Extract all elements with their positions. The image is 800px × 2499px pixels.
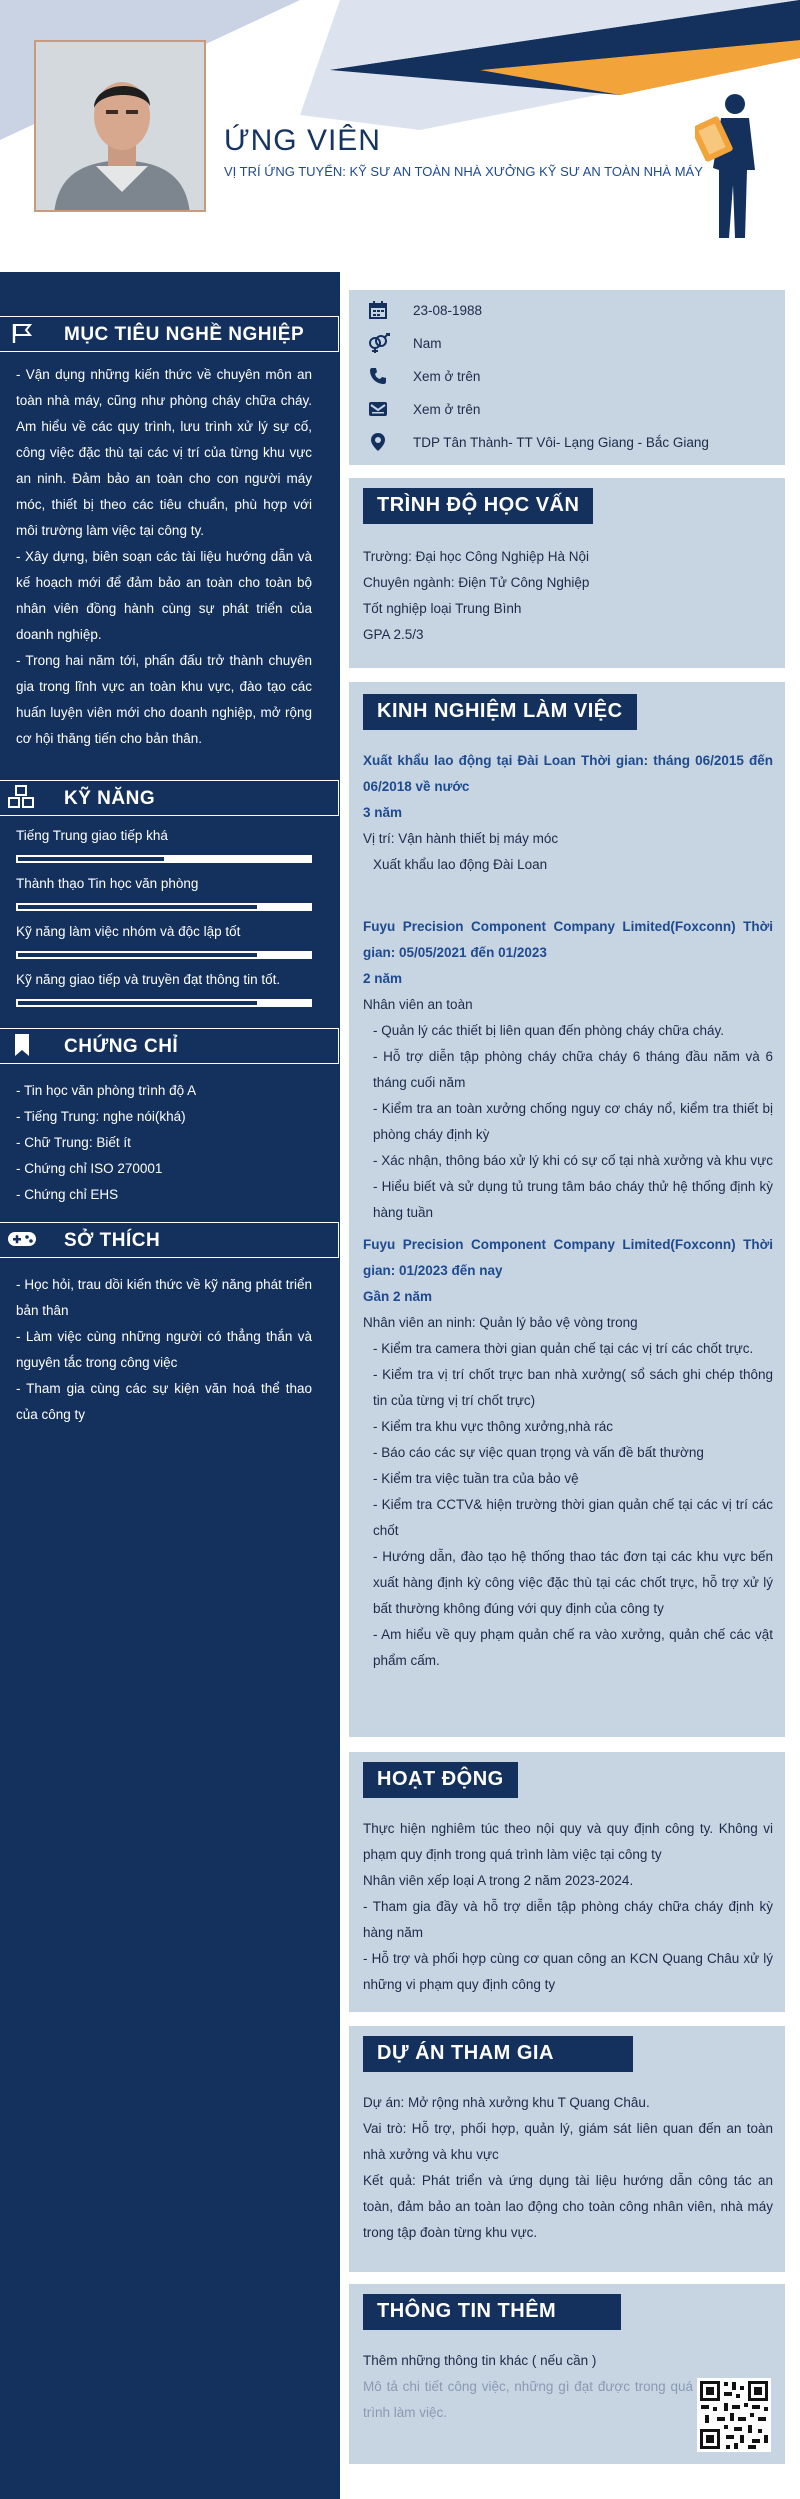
education-line: Trường: Đại học Công Nghiệp Hà Nội <box>363 549 589 564</box>
job-role: Nhân viên an ninh: Quản lý bảo vệ vòng trong <box>363 1315 638 1330</box>
job-duration: 3 năm <box>363 805 403 820</box>
projects-panel <box>349 2026 785 2272</box>
more-info-details <box>363 2348 693 2426</box>
activities-details <box>363 1816 773 1998</box>
skill-item <box>16 828 312 863</box>
contact-panel <box>349 290 785 465</box>
education-line: GPA 2.5/3 <box>363 627 424 642</box>
skill-item <box>16 972 312 1007</box>
job-task: - Am hiểu về quy phạm quản chế ra vào xưởng, quản chế các vật phẩm cấm. <box>373 1627 773 1668</box>
more-info-title: THÔNG TIN THÊM <box>363 2294 621 2330</box>
phone-row <box>363 364 480 388</box>
phone-icon <box>363 367 393 385</box>
birthday-value: 23-08-1988 <box>413 302 483 318</box>
job-task: - Kiểm tra camera thời gian quản chế tại các vị trí các chốt trực. <box>373 1341 754 1356</box>
activities-title: HOẠT ĐỘNG <box>363 1762 518 1798</box>
job-task: Xuất khẩu lao động Đài Loan <box>373 857 548 872</box>
education-line: Tốt nghiệp loại Trung Bình <box>363 601 522 616</box>
address-value: TDP Tân Thành- TT Vôi- Lạng Giang - Bắc Giang <box>413 434 709 450</box>
gender-value: Nam <box>413 335 442 351</box>
certificate-item: - Chứng chỉ ISO 270001 <box>16 1161 163 1176</box>
gender-icon <box>363 333 393 353</box>
experience-panel <box>349 682 785 1737</box>
certificate-item: - Tiếng Trung: nghe nói(khá) <box>16 1109 186 1124</box>
more-info-line: Thêm những thông tin khác ( nếu cần ) <box>363 2353 597 2368</box>
certificates-list <box>16 1078 312 1208</box>
objective-header <box>0 316 340 350</box>
address-row <box>363 430 709 454</box>
more-info-placeholder: Mô tả chi tiết công việc, những gì đạt được trong quá trình làm việc. <box>363 2379 693 2420</box>
candidate-name: ỨNG VIÊN <box>224 124 381 157</box>
job-entry <box>363 748 773 878</box>
skills-header <box>0 780 340 814</box>
hobby-item: - Làm việc cùng những người có thẳng thắn và nguyên tắc trong công việc <box>16 1329 312 1370</box>
job-heading: Fuyu Precision Component Company Limited(Foxconn) Thời gian: 01/2023 đến nay <box>363 1237 773 1278</box>
flag-icon <box>2 318 42 348</box>
hobby-item: - Tham gia cùng các sự kiện văn hoá thể thao của công ty <box>16 1381 312 1422</box>
job-task: - Báo cáo các sự việc quan trọng và vấn đề bất thường <box>373 1445 704 1460</box>
skill-item <box>16 876 312 911</box>
certificate-item: - Chữ Trung: Biết ít <box>16 1135 131 1150</box>
job-task: - Xác nhận, thông báo xử lý khi có sự cố tại nhà xưởng và khu vực <box>373 1153 773 1168</box>
objective-paragraph-3: - Trong hai năm tới, phấn đấu trở thành chuyên gia trong lĩnh vực an toàn khu vực, đào tạo các huấn luyện viên mới cho doanh nghiệp, mở rộng cơ hội thăng tiến cho bản thân. <box>16 653 312 746</box>
projects-title: DỰ ÁN THAM GIA <box>363 2036 633 2072</box>
activity-line: - Tham gia đầy và hỗ trợ diễn tập phòng cháy chữa cháy định kỳ hàng năm <box>363 1899 773 1940</box>
objective-paragraph-1: - Vận dụng những kiến thức về chuyên môn an toàn nhà máy, cũng như phòng cháy chữa cháy. Am hiểu về các quy trình, lưu trình xử lý sự cố, công việc đặc thù tại các vị trí của từng khu vực an ninh. Đảm bảo an toàn cho con người máy móc, thiết bị theo các tiêu chuẩn, phù hợp với môi trường làm việc tại công ty. <box>16 367 312 538</box>
project-line: Vai trò: Hỗ trợ, phối hợp, quản lý, giám sát liên quan đến an toàn nhà xưởng và khu vực <box>363 2121 773 2162</box>
job-heading: Xuất khẩu lao động tại Đài Loan Thời gian: tháng 06/2015 đến 06/2018 về nước <box>363 753 773 794</box>
education-line: Chuyên ngành: Điện Tử Công Nghiệp <box>363 575 590 590</box>
job-duration: 2 năm <box>363 971 403 986</box>
map-pin-icon <box>363 432 393 452</box>
phone-value: Xem ở trên <box>413 368 481 384</box>
objective-text <box>16 362 312 752</box>
email-row <box>363 397 480 421</box>
qr-code-icon <box>697 2378 771 2452</box>
projects-details <box>363 2090 773 2246</box>
skills-title: KỸ NĂNG <box>64 788 156 809</box>
skill-bar <box>16 951 312 959</box>
left-column <box>0 272 340 2499</box>
email-value: Xem ở trên <box>413 401 481 417</box>
job-task: - Hiểu biết và sử dụng tủ trung tâm báo cháy thử hệ thống định kỳ hàng tuần <box>373 1179 773 1220</box>
skill-bar <box>16 999 312 1007</box>
job-task: - Hỗ trợ diễn tập phòng cháy chữa cháy 6 tháng đầu năm và 6 tháng cuối năm <box>373 1049 773 1090</box>
job-entry <box>363 914 773 1226</box>
skill-label: Tiếng Trung giao tiếp khá <box>16 828 168 843</box>
project-line: Kết quả: Phát triển và ứng dụng tài liệu hướng dẫn công tác an toàn, đảm bảo an toàn lao động cho toàn công nhân viên, nhà máy trong tập đoàn từng khu vực. <box>363 2173 773 2240</box>
certificate-item: - Tin học văn phòng trình độ A <box>16 1083 197 1098</box>
activity-line: Thực hiện nghiêm túc theo nội quy và quy định công ty. Không vi phạm quy định trong quá trình làm việc tại công ty <box>363 1821 773 1862</box>
certificate-item: - Chứng chỉ EHS <box>16 1187 119 1202</box>
education-title: TRÌNH ĐỘ HỌC VẤN <box>363 488 593 524</box>
experience-list <box>363 748 773 1674</box>
cv-header <box>0 0 800 265</box>
gender-row <box>363 331 442 355</box>
activity-line: Nhân viên xếp loại A trong 2 năm 2023-2024. <box>363 1873 634 1888</box>
skill-item <box>16 924 312 959</box>
job-task: - Kiểm tra khu vực thông xưởng,nhà rác <box>373 1419 614 1434</box>
hobbies-list <box>16 1272 312 1428</box>
skill-label: Thành thạo Tin học văn phòng <box>16 876 199 891</box>
gamepad-icon <box>2 1224 42 1254</box>
job-role: Nhân viên an toàn <box>363 997 473 1012</box>
hobby-item: - Học hỏi, trau dồi kiến thức về kỹ năng phát triển bản thân <box>16 1277 312 1318</box>
job-duration: Gần 2 năm <box>363 1289 433 1304</box>
education-details <box>363 544 773 648</box>
experience-title: KINH NGHIỆM LÀM VIỆC <box>363 694 637 730</box>
objective-title: MỤC TIÊU NGHỀ NGHIỆP <box>64 324 305 345</box>
job-task: - Kiểm tra CCTV& hiện trường thời gian quản chế tại các vị trí các chốt <box>373 1497 773 1538</box>
certificates-header <box>0 1028 340 1062</box>
hobbies-header <box>0 1222 340 1256</box>
skill-label: Kỹ năng giao tiếp và truyền đạt thông tin tốt. <box>16 972 281 987</box>
avatar <box>34 40 206 212</box>
skill-bar <box>16 903 312 911</box>
job-task: - Kiểm tra an toàn xưởng chống nguy cơ cháy nổ, kiểm tra thiết bị phòng cháy định kỳ <box>373 1101 773 1142</box>
job-task: - Kiểm tra việc tuần tra của bảo vệ <box>373 1471 579 1486</box>
job-task: - Kiểm tra vị trí chốt trực ban nhà xưởng( sổ sách ghi chép thông tin của từng vị trí chốt trực) <box>373 1367 773 1408</box>
certificates-title: CHỨNG CHỈ <box>64 1036 179 1057</box>
person-silhouette-icon <box>695 90 765 240</box>
skill-label: Kỹ năng làm việc nhóm và độc lập tốt <box>16 924 241 939</box>
education-panel <box>349 478 785 668</box>
project-line: Dự án: Mở rộng nhà xưởng khu T Quang Châu. <box>363 2095 650 2110</box>
objective-paragraph-2: - Xây dựng, biên soạn các tài liệu hướng dẫn và kế hoạch mới để đảm bảo an toàn cho toàn bộ nhân viên đồng hành cùng sự phát triển của doanh nghiệp. <box>16 549 312 642</box>
calendar-icon <box>363 300 393 320</box>
birthday-row <box>363 298 482 322</box>
activities-panel <box>349 1752 785 2012</box>
target-position: VỊ TRÍ ỨNG TUYỂN: KỸ SƯ AN TOÀN NHÀ XƯỞNG KỸ SƯ AN TOÀN NHÀ MÁY <box>224 164 703 179</box>
skill-bar <box>16 855 312 863</box>
activity-line: - Hỗ trợ và phối hợp cùng cơ quan công an KCN Quang Châu xử lý những vi phạm quy định công ty <box>363 1951 773 1992</box>
bookmark-icon <box>2 1030 42 1060</box>
email-icon <box>363 400 393 418</box>
job-task: - Quản lý các thiết bị liên quan đến phòng cháy chữa cháy. <box>373 1023 725 1038</box>
job-task: - Hướng dẫn, đào tạo hệ thống thao tác đơn tại các khu vực bến xuất hàng định kỳ công việc đặc thù tại các chốt trực, hỗ trợ xử lý bất thường không đúng với quy định của công ty <box>373 1549 773 1616</box>
hobbies-title: SỞ THÍCH <box>64 1230 161 1251</box>
cubes-icon <box>2 782 42 812</box>
job-role: Vị trí: Vận hành thiết bị máy móc <box>363 831 559 846</box>
job-entry <box>363 1232 773 1674</box>
job-heading: Fuyu Precision Component Company Limited(Foxconn) Thời gian: 05/05/2021 đến 01/2023 <box>363 919 773 960</box>
avatar-photo <box>36 42 206 212</box>
